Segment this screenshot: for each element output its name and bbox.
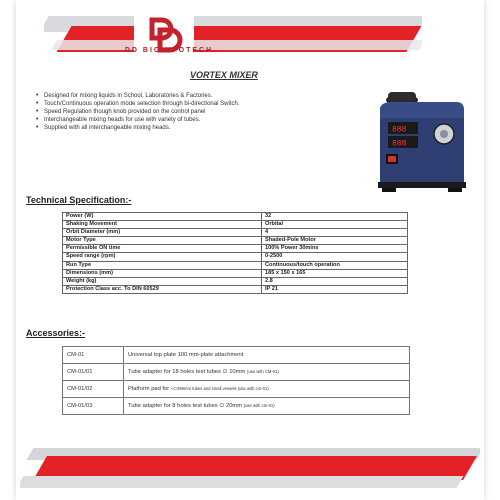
spec-key: Weight (kg)	[63, 277, 262, 285]
accessory-desc-text: Tube adapter for 18 holes test tubes ∅ 10mm	[128, 369, 246, 375]
accessory-note: <∅299mm tubes and small vessels (use with cm-01)	[170, 386, 269, 391]
accessory-desc-text: Universal top plate 100 mm-plate attachment	[128, 351, 244, 358]
table-row	[63, 229, 408, 237]
table-row	[63, 347, 410, 364]
spec-value: 0-2500	[262, 253, 408, 261]
accessory-note: (use with CM-01)	[246, 369, 279, 374]
table-row	[63, 364, 410, 381]
accessory-desc	[124, 398, 410, 415]
spec-key: Permissible ON time	[63, 245, 262, 253]
feature-item: • Designed for mixing liquids in School, Laboratories & Factories.	[34, 92, 319, 100]
table-row	[63, 285, 408, 293]
spec-key: Dimensions (mm)	[63, 269, 262, 277]
table-row	[63, 213, 408, 221]
footer-banner	[20, 446, 480, 494]
table-row	[63, 398, 410, 415]
table-row	[63, 253, 408, 261]
accessory-desc	[124, 364, 410, 381]
table-row	[63, 245, 408, 253]
feature-list	[34, 92, 319, 132]
accessory-code: CM-01/02	[63, 381, 124, 398]
feature-item: • Touch/Continuous operation mode selection through bi-directional Switch.	[34, 100, 319, 108]
table-row	[63, 269, 408, 277]
brand-name: DD BIOINFOTECH	[124, 47, 214, 54]
feature-item: • Interchangeable mixing heads for use with variety of tubes.	[34, 116, 319, 124]
spec-value: 32	[262, 213, 408, 221]
accessory-note: (use with cm-01)	[243, 403, 275, 408]
accessory-desc-text: Platform pad for	[128, 386, 170, 392]
spec-heading: Technical Specification:-	[26, 195, 132, 205]
spec-key: Power (W)	[63, 213, 262, 221]
spec-key: Motor Type	[63, 237, 262, 245]
spec-table	[62, 212, 408, 294]
spec-value: 185 x 150 x 165	[262, 269, 408, 277]
spec-key: Run Type	[63, 261, 262, 269]
accessory-desc	[124, 347, 410, 364]
timer-display: 888	[392, 139, 407, 149]
accessory-desc-text: Tube adapter for 8 holes test tubes ∅ 20mm	[128, 403, 243, 409]
accessory-code: CM-01/01	[63, 364, 124, 381]
table-row	[63, 221, 408, 229]
spec-key: Speed range (rpm)	[63, 253, 262, 261]
spec-value: 100% Power 30mins	[262, 245, 408, 253]
spec-value: IP 21	[262, 285, 408, 293]
table-row	[63, 237, 408, 245]
accessory-code: CM-01	[63, 347, 124, 364]
table-row	[63, 261, 408, 269]
spec-key: Protection Class acc. To DIN 60529	[63, 285, 262, 293]
rpm-display: 888	[392, 125, 407, 135]
spec-key: Orbit Diameter (mm)	[63, 229, 262, 237]
accessories-heading: Accessories:-	[26, 328, 86, 338]
accessories-table	[62, 346, 410, 415]
spec-value: 2.8	[262, 277, 408, 285]
spec-value: 4	[262, 229, 408, 237]
table-row	[63, 381, 410, 398]
accessory-desc	[124, 381, 410, 398]
spec-key: Shaking Movement	[63, 221, 262, 229]
spec-value: Shaded-Pole Motor	[262, 237, 408, 245]
spec-value: Orbital	[262, 221, 408, 229]
feature-item: • Speed Regulation though knob provided on the control panel	[34, 108, 319, 116]
spec-value: Continuous/touch operation	[262, 261, 408, 269]
vortex-mixer-image	[372, 88, 472, 192]
table-row	[63, 277, 408, 285]
product-title: VORTEX MIXER	[190, 70, 258, 80]
accessory-code: CM-01/03	[63, 398, 124, 415]
feature-item: • Supplied with all interchangeable mixing heads.	[34, 124, 319, 132]
